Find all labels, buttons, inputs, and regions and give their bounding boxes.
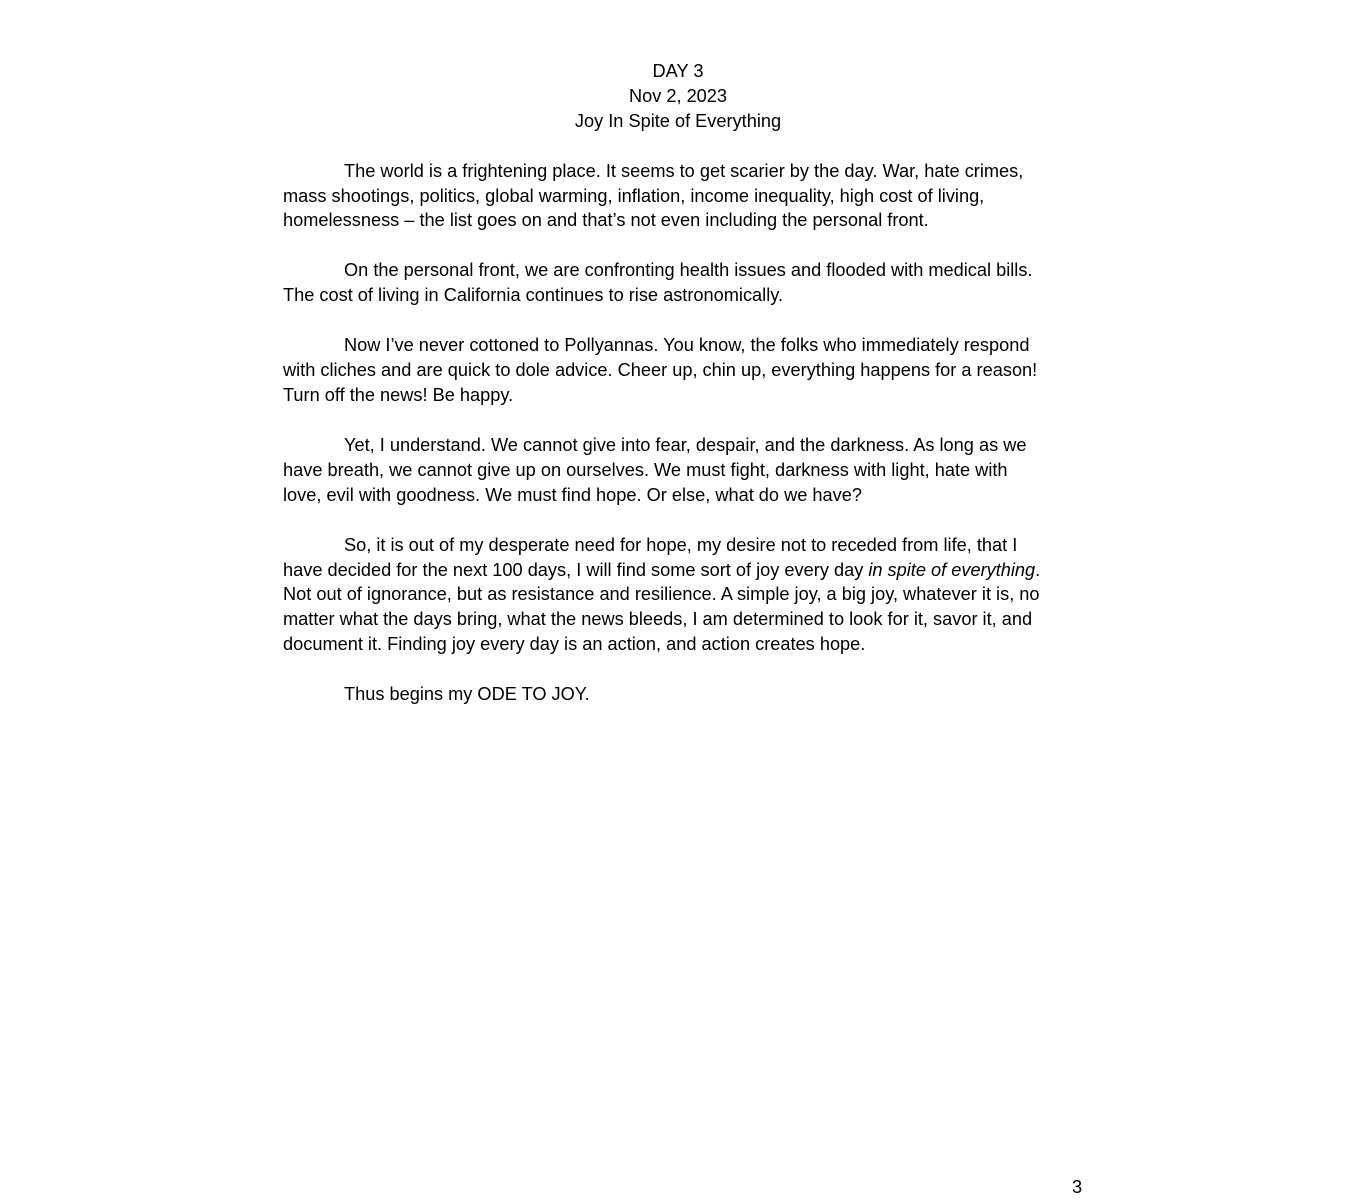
paragraph-line: The world is a frightening place. It seems to get scarier by the day. War, hate crimes, [344,160,1024,181]
text-run: have decided for the next 100 days, I will find some sort of joy every day [283,559,869,580]
document-body [283,59,1073,732]
day-label: DAY 3 [652,61,704,81]
paragraph-line: Turn off the news! Be happy. [283,385,514,406]
paragraph-line: homelessness – the list goes on and that’s not even including the personal front. [283,210,929,231]
paragraph-line: Thus begins my ODE TO JOY. [344,684,590,705]
paragraph-line: Not out of ignorance, but as resistance and resilience. A simple joy, a big joy, whatever it is, no [283,584,1040,605]
entry-date: Nov 2, 2023 [628,85,728,106]
page-number: 3 [1071,1177,1083,1197]
entry-heading [283,59,1073,134]
paragraph-line: with cliches and are quick to dole advice. Cheer up, chin up, everything happens for a reason! [283,360,1038,381]
paragraph-line: mass shootings, politics, global warming, inflation, income inequality, high cost of living, [283,185,985,206]
paragraph-4 [283,433,1073,508]
paragraph-1 [283,159,1073,234]
paragraph-3 [283,333,1073,408]
entry-title: Joy In Spite of Everything [574,110,782,131]
paragraph-2 [283,258,1073,308]
paragraph-line: So, it is out of my desperate need for hope, my desire not to receded from life, that I [344,534,1018,555]
text-run: . [1035,559,1041,580]
paragraph-line: Yet, I understand. We cannot give into fear, despair, and the darkness. As long as we [344,434,1027,455]
paragraph-line: love, evil with goodness. We must find hope. Or else, what do we have? [283,484,862,505]
paragraph-line: matter what the days bring, what the news bleeds, I am determined to look for it, savor it, and [283,609,1033,630]
paragraph-line: have breath, we cannot give up on ourselves. We must fight, darkness with light, hate with [283,459,1008,480]
paragraph-line-mixed [283,558,1073,583]
paragraph-line: document it. Finding joy every day is an action, and action creates hope. [283,634,866,655]
paragraph-5 [283,533,1073,658]
paragraph-line: The cost of living in California continues to rise astronomically. [283,285,784,306]
paragraph-line: Now I’ve never cottoned to Pollyannas. You know, the folks who immediately respond [344,335,1030,356]
paragraph-line: On the personal front, we are confronting health issues and flooded with medical bills. [344,260,1033,281]
italic-emphasis: in spite of everything [868,559,1036,580]
paragraph-6 [283,682,1073,707]
